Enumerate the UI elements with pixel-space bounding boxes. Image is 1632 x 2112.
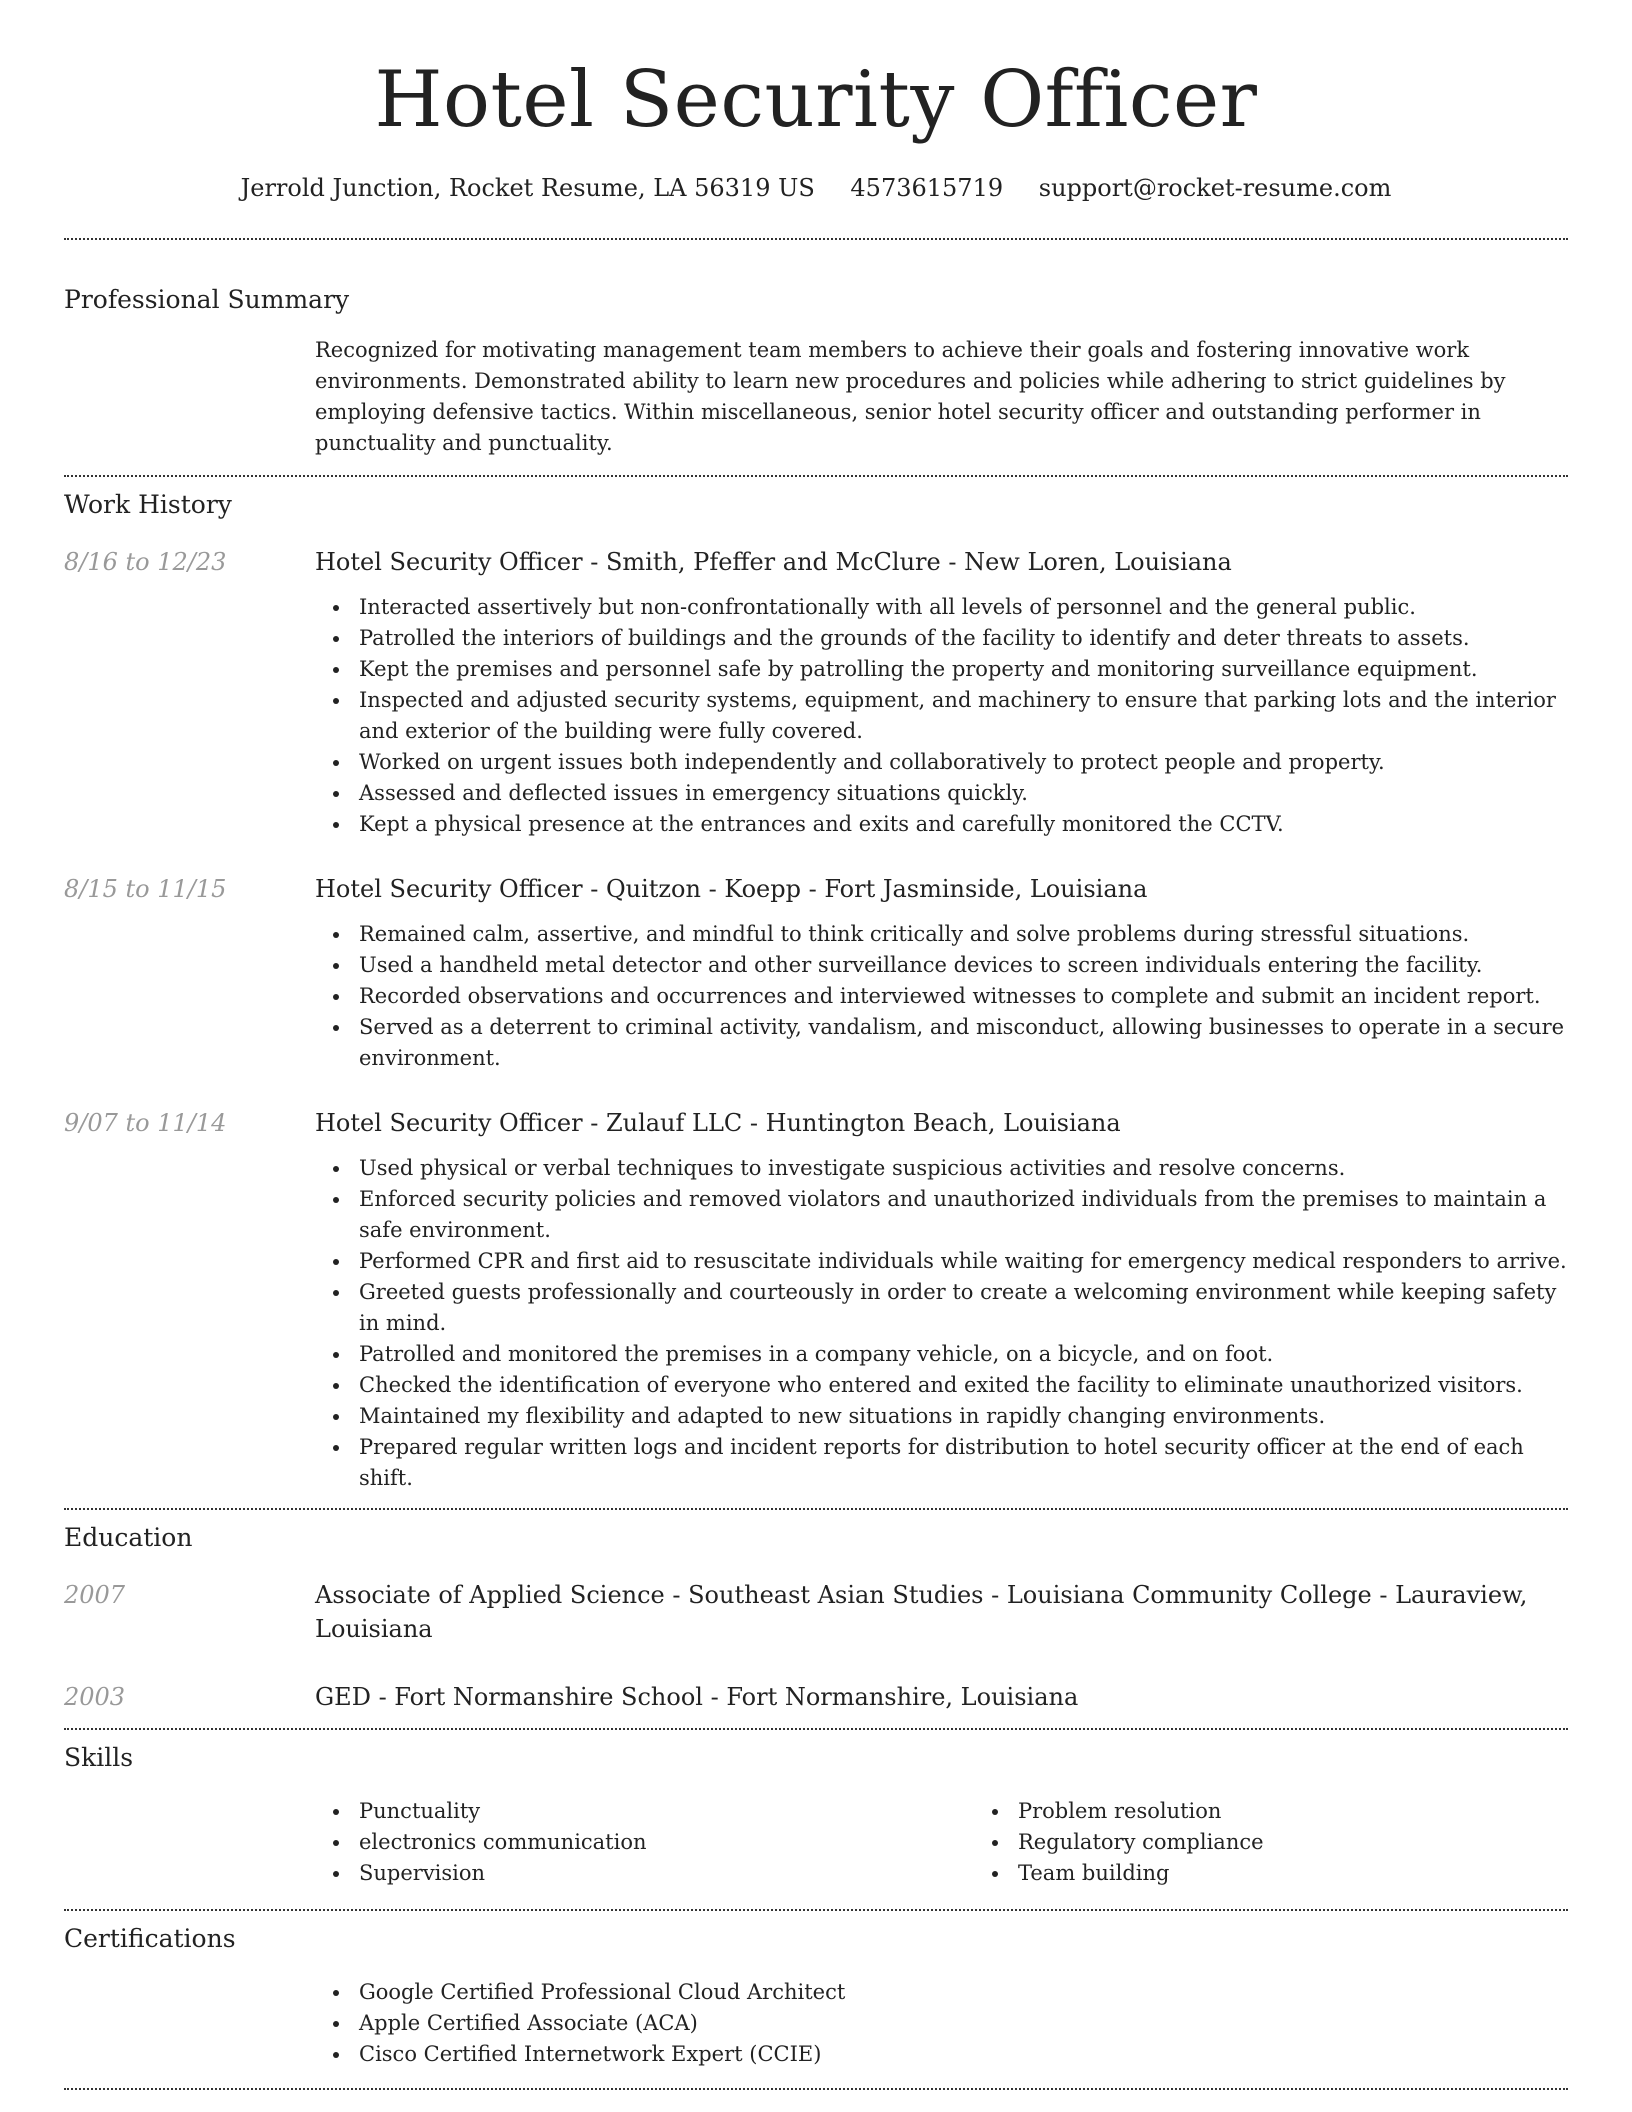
- education-text: GED - Fort Normanshire School - Fort Normanshire, Louisiana: [315, 1683, 1079, 1711]
- list-item: Patrolled the interiors of buildings and the grounds of the facility to identify and deter threats to assets.: [359, 623, 1568, 654]
- list-item: Checked the identification of everyone who entered and exited the facility to eliminate unauthorized visitors.: [359, 1370, 1568, 1401]
- list-item: Patrolled and monitored the premises in a company vehicle, on a bicycle, and on foot.: [359, 1339, 1568, 1370]
- job-bullets: [315, 1153, 1568, 1494]
- certifications-heading: Certifications: [64, 1924, 236, 1953]
- job-dates: 9/07 to 11/14: [64, 1109, 227, 1137]
- list-item: Kept a physical presence at the entrances and exits and carefully monitored the CCTV.: [359, 809, 1568, 840]
- divider: [64, 1909, 1568, 1911]
- job-dates: 8/16 to 12/23: [64, 548, 227, 576]
- summary-text: Recognized for motivating management team members to achieve their goals and fostering innovative work environments. Demonstrated ability to learn new procedures and policies while adhering to strict guidelines by employing defensive tactics. Within miscellaneous, senior hotel security officer and outstanding performer in punctuality and punctuality.: [315, 338, 1506, 455]
- job-entry: [64, 1106, 1568, 1494]
- list-item: Prepared regular written logs and incident reports for distribution to hotel security officer at the end of each shift.: [359, 1432, 1568, 1494]
- divider: [64, 238, 1568, 240]
- list-item: Apple Certified Associate (ACA): [359, 2008, 1568, 2039]
- education-year: 2007: [64, 1581, 126, 1609]
- list-item: Regulatory compliance: [1018, 1827, 1632, 1858]
- education-heading: Education: [64, 1523, 193, 1552]
- education-text: Associate of Applied Science - Southeast Asian Studies - Louisiana Community College - Lauraview, Louisiana: [315, 1581, 1528, 1643]
- list-item: Maintained my flexibility and adapted to new situations in rapidly changing environments.: [359, 1401, 1568, 1432]
- list-item: Cisco Certified Internetwork Expert (CCIE): [359, 2039, 1568, 2070]
- list-item: Problem resolution: [1018, 1796, 1632, 1827]
- skills-list: [315, 1796, 974, 1889]
- job-dates: 8/15 to 11/15: [64, 875, 227, 903]
- list-item: Greeted guests professionally and courteously in order to create a welcoming environment while keeping safety in mind.: [359, 1277, 1568, 1339]
- divider: [64, 475, 1568, 477]
- contact-email: support@rocket-resume.com: [1038, 174, 1392, 202]
- certifications-list: [315, 1977, 1568, 2070]
- job-bullets: [315, 919, 1568, 1074]
- certifications-row: [64, 1977, 1568, 2070]
- list-item: Enforced security policies and removed violators and unauthorized individuals from the premises to maintain a safe environment.: [359, 1184, 1568, 1246]
- skills-list: [974, 1796, 1632, 1889]
- resume-page: [64, 0, 1568, 2090]
- job-entry: [64, 545, 1568, 840]
- list-item: Served as a deterrent to criminal activity, vandalism, and misconduct, allowing businesses to operate in a secure environment.: [359, 1012, 1568, 1074]
- divider: [64, 1728, 1568, 1730]
- list-item: Interacted assertively but non-confrontationally with all levels of personnel and the general public.: [359, 592, 1568, 623]
- list-item: Recorded observations and occurrences and interviewed witnesses to complete and submit an incident report.: [359, 981, 1568, 1012]
- summary-row: [64, 335, 1568, 459]
- list-item: Used a handheld metal detector and other surveillance devices to screen individuals entering the facility.: [359, 950, 1568, 981]
- summary-heading: Professional Summary: [64, 285, 350, 314]
- list-item: Kept the premises and personnel safe by patrolling the property and monitoring surveillance equipment.: [359, 654, 1568, 685]
- education-entry: [64, 1680, 1568, 1714]
- list-item: electronics communication: [359, 1827, 974, 1858]
- resume-title: Hotel Security Officer: [374, 55, 1258, 145]
- education-year: 2003: [64, 1683, 126, 1711]
- list-item: Used physical or verbal techniques to investigate suspicious activities and resolve concerns.: [359, 1153, 1568, 1184]
- contact-line: [64, 172, 1568, 204]
- job-heading: Hotel Security Officer - Quitzon - Koepp - Fort Jasminside, Louisiana: [315, 875, 1148, 903]
- list-item: Google Certified Professional Cloud Architect: [359, 1977, 1568, 2008]
- job-bullets: [315, 592, 1568, 840]
- list-item: Assessed and deflected issues in emergency situations quickly.: [359, 778, 1568, 809]
- education-entry: [64, 1578, 1568, 1646]
- job-heading: Hotel Security Officer - Smith, Pfeffer and McClure - New Loren, Louisiana: [315, 548, 1232, 576]
- list-item: Performed CPR and first aid to resuscitate individuals while waiting for emergency medical responders to arrive.: [359, 1246, 1568, 1277]
- list-item: Team building: [1018, 1858, 1632, 1889]
- list-item: Punctuality: [359, 1796, 974, 1827]
- list-item: Remained calm, assertive, and mindful to think critically and solve problems during stressful situations.: [359, 919, 1568, 950]
- skills-heading: Skills: [64, 1743, 134, 1772]
- divider: [64, 2088, 1568, 2090]
- list-item: Inspected and adjusted security systems, equipment, and machinery to ensure that parking lots and the interior and exterior of the building were fully covered.: [359, 685, 1568, 747]
- work-history-heading: Work History: [64, 490, 232, 519]
- skills-row: [64, 1796, 1568, 1889]
- contact-phone: 4573615719: [850, 174, 1004, 202]
- divider: [64, 1508, 1568, 1510]
- job-entry: [64, 872, 1568, 1074]
- contact-address: Jerrold Junction, Rocket Resume, LA 56319 US: [240, 174, 815, 202]
- list-item: Worked on urgent issues both independently and collaboratively to protect people and property.: [359, 747, 1568, 778]
- job-heading: Hotel Security Officer - Zulauf LLC - Huntington Beach, Louisiana: [315, 1109, 1121, 1137]
- list-item: Supervision: [359, 1858, 974, 1889]
